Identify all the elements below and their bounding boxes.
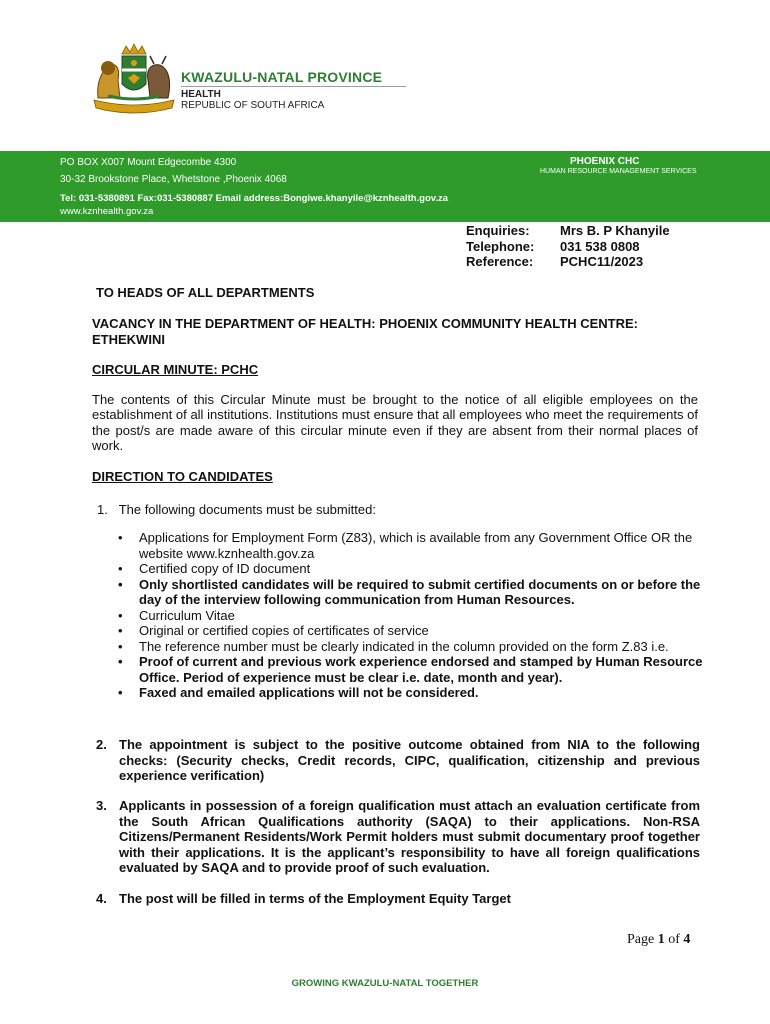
page-of-label: of (668, 932, 680, 947)
unit-name: HUMAN RESOURCE MANAGEMENT SERVICES (540, 168, 697, 175)
reference-values (560, 223, 670, 270)
page-label: Page (627, 932, 655, 947)
reference-labels (466, 223, 534, 270)
vacancy-title: VACANCY IN THE DEPARTMENT OF HEALTH: PHOENIX COMMUNITY HEALTH CENTRE: ETHEKWINI (92, 316, 638, 347)
page-total: 4 (683, 932, 691, 947)
list-item: • The reference number must be clearly indicated in the column provided on the form Z.83 i.e. (118, 639, 703, 655)
province-title: KWAZULU-NATAL PROVINCE (181, 69, 383, 85)
item-1-text: The following documents must be submitted: (118, 502, 376, 517)
item-1-number: 1. (97, 502, 108, 517)
page-current: 1 (657, 932, 665, 947)
enquiries-value: Mrs B. P Khanyile (560, 223, 670, 238)
list-item: • Original or certified copies of certificates of service (118, 623, 703, 639)
list-item: • Applications for Employment Form (Z83), which is available from any Government Office OR the website www.kznhealth.gov.za (118, 530, 703, 561)
enquiries-label: Enquiries: (466, 223, 530, 238)
list-item: • Faxed and emailed applications will not be considered. (118, 685, 703, 701)
contact-details: Tel: 031-5380891 Fax:031-5380887 Email address:Bongiwe.khanyile@kznhealth.gov.za (60, 193, 449, 204)
telephone-label: Telephone: (466, 238, 535, 254)
list-item: • Curriculum Vitae (118, 608, 703, 624)
item-3-number: 3. (96, 798, 107, 813)
reference-value: PCHC11/2023 (560, 254, 644, 269)
telephone-value: 031 538 0808 (560, 238, 640, 254)
department-name: HEALTH (181, 89, 221, 100)
item-1 (97, 502, 376, 517)
header-rule (181, 86, 406, 87)
country-name: REPUBLIC OF SOUTH AFRICA (181, 100, 325, 111)
contact-banner (0, 151, 770, 222)
document-list (118, 530, 703, 701)
circular-minute-heading: CIRCULAR MINUTE: PCHC (92, 362, 259, 377)
website-link[interactable]: www.kznhealth.gov.za (60, 206, 154, 217)
page-number (627, 932, 690, 948)
item-4-text: The post will be filled in terms of the Employment Equity Target (119, 891, 511, 906)
item-3-text: Applicants in possession of a foreign qualification must attach an evaluation certificate from the South African Qualifications authority (SAQA) to their applications. Non-RSA Citizens/Permanent Residents/Work Permit holders must submit documentary proof together with their applications. It is the applicant’s responsibility to have all foreign qualifications evaluated by SAQA and to provide proof of such evaluation. (119, 798, 700, 875)
addressee-heading: TO HEADS OF ALL DEPARTMENTS (96, 285, 315, 300)
footer-slogan: GROWING KWAZULU-NATAL TOGETHER (291, 978, 479, 989)
intro-paragraph: The contents of this Circular Minute must be brought to the notice of all eligible employees on the establishment of all institutions. Institutions must ensure that all employees who meet the requirements of the post/s are made aware of this circular minute even if they are absent from their normal places of work. (92, 392, 698, 454)
item-2-text: The appointment is subject to the positive outcome obtained from NIA to the following checks: (Security checks, Credit records, CIPC, qualification, citizenship and previous experience verification) (119, 737, 700, 783)
list-item: • Only shortlisted candidates will be required to submit certified documents on or before the day of the interview following communication from Human Resources. (118, 577, 703, 608)
postal-address: PO BOX X007 Mount Edgecombe 4300 (60, 157, 237, 168)
coat-of-arms-logo (88, 40, 180, 120)
direction-heading: DIRECTION TO CANDIDATES (92, 469, 273, 484)
facility-name: PHOENIX CHC (570, 156, 640, 167)
item-2 (96, 737, 700, 784)
street-address: 30-32 Brookstone Place, Whetstone ,Phoenix 4068 (60, 174, 287, 185)
item-3 (96, 798, 700, 876)
item-4 (96, 891, 700, 907)
item-2-number: 2. (96, 737, 107, 752)
list-item: • Proof of current and previous work experience endorsed and stamped by Human Resource Office. Period of experience must be clear i.e. date, month and year). (118, 654, 703, 685)
reference-label: Reference: (466, 254, 534, 269)
item-4-number: 4. (96, 891, 107, 906)
list-item: • Certified copy of ID document (118, 561, 703, 577)
